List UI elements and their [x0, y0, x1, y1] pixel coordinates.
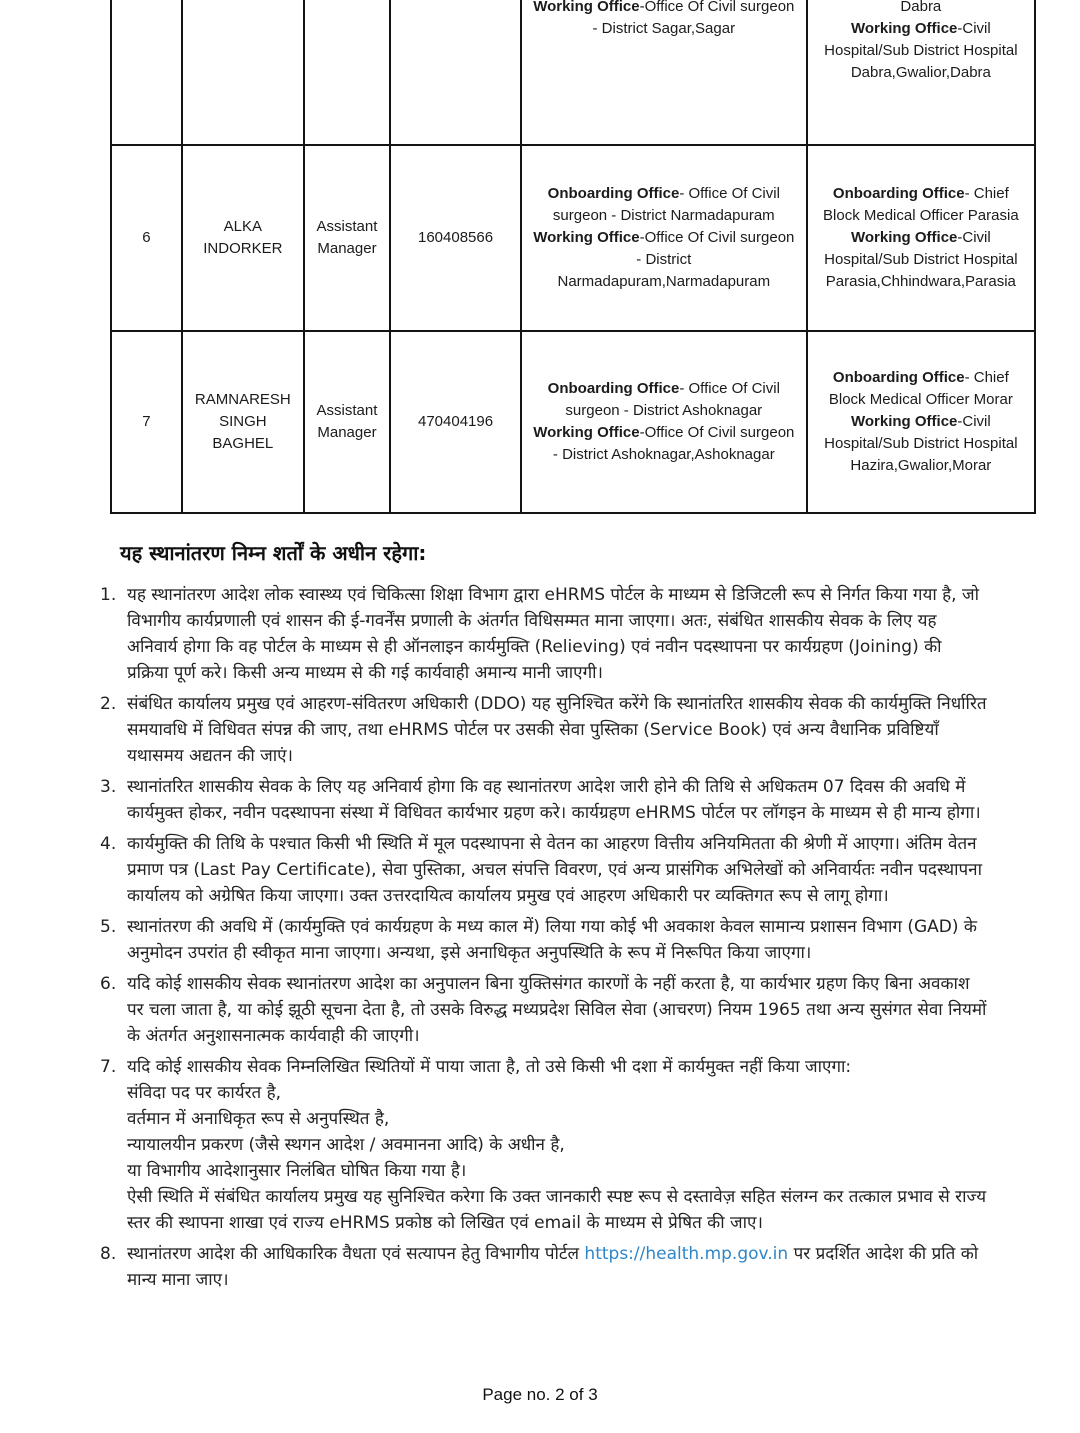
table-row-partial	[111, 0, 1035, 145]
table-row	[111, 145, 1035, 331]
condition-item	[100, 582, 988, 686]
designation-cell: Assistant Manager	[304, 331, 390, 513]
name-cell	[182, 0, 304, 145]
item-number: 5.	[100, 917, 117, 937]
serial-cell: 6	[111, 145, 182, 331]
to-office-cell	[807, 331, 1035, 513]
onboarding-office-text: Onboarding Office- Chief Block Medical Officer Parasia	[823, 185, 1019, 224]
item-text: स्थानांतरण की अवधि में (कार्यमुक्ति एवं कार्यग्रहण के मध्य काल में) लिया गया कोई भी अवकाश केवल सामान्य प्रशासन विभाग (GAD) के अनुमोदन उपरांत ही स्वीकृत माना जाएगा। अन्यथा, इसे अनाधिकृत अनुपस्थिति के रूप में निरूपित किया जाएगा।	[127, 917, 977, 963]
onboarding-office-text: Onboarding Office- Chief Block Medical Officer Morar	[828, 369, 1013, 408]
designation-cell	[304, 0, 390, 145]
page-number: Page no. 2 of 3	[482, 1385, 598, 1404]
employee-code-cell: 470404196	[390, 331, 521, 513]
item-pre-text: स्थानांतरण आदेश की आधिकारिक वैधता एवं सत्यापन हेतु विभागीय पोर्टल	[127, 1244, 585, 1264]
item-number: 6.	[100, 974, 117, 994]
transfer-table-container	[110, 0, 1036, 514]
item-number: 1.	[100, 585, 117, 605]
conditions-heading: यह स्थानांतरण निम्न शर्तों के अधीन रहेगा:	[120, 541, 427, 565]
item-intro: यदि कोई शासकीय सेवक निम्नलिखित स्थितियों में पाया जाता है, तो उसे किसी भी दशा में कार्यमुक्त नहीं किया जाएगा:	[127, 1057, 852, 1077]
onboarding-office-tail: Dabra	[900, 0, 942, 15]
item-number: 8.	[100, 1244, 117, 1264]
item-text: यदि कोई शासकीय सेवक स्थानांतरण आदेश का अनुपालन बिना युक्तिसंगत कारणों के नहीं करता है, या कार्यभार ग्रहण किए बिना अवकाश पर चला जाता है, या कोई झूठी सूचना देता है, तो उसके विरुद्ध मध्यप्रदेश सिविल सेवा (आचरण) नियम 1965 तथा अन्य सुसंगत सेवा नियमों के अंतर्गत अनुशासनात्मक कार्यवाही की जाएगी।	[127, 974, 987, 1046]
condition-item	[100, 691, 988, 769]
condition-item	[100, 774, 988, 826]
condition-item	[100, 1241, 988, 1293]
item-text: कार्यमुक्ति की तिथि के पश्चात किसी भी स्थिति में मूल पदस्थापना से वेतन का आहरण वित्तीय अनियमितता की श्रेणी में आएगा। अंतिम वेतन प्रमाण पत्र (Last Pay Certificate), सेवा पुस्तिका, अचल संपत्ति विवरण, एवं अन्य प्रासंगिक अभिलेखों को अनिवार्यतः नवीन पदस्थापना कार्यालय को अग्रेषित किया जाएगा। उक्त उत्तरदायित्व कार्यालय प्रमुख एवं आहरण अधिकारी पर व्यक्तिगत रूप से लागू होगा।	[127, 834, 982, 906]
item-text: स्थानांतरित शासकीय सेवक के लिए यह अनिवार्य होगा कि वह स्थानांतरण आदेश जारी होने की तिथि से अधिकतम 07 दिवस की अवधि में कार्यमुक्त होकर, नवीन पदस्थापना संस्था में विधिवत कार्यभार ग्रहण करे। कार्यग्रहण eHRMS पोर्टल पर लॉगइन के माध्यम से ही मान्य होगा।	[127, 777, 981, 823]
working-office-text: Working Office-Office Of Civil surgeon - District Ashoknagar,Ashoknagar	[533, 424, 795, 463]
from-office-cell	[521, 0, 807, 145]
item-number: 4.	[100, 834, 117, 854]
to-office-cell	[807, 145, 1035, 331]
working-office-text: Working Office-Civil Hospital/Sub District Hospital Hazira,Gwalior,Morar	[824, 413, 1018, 474]
working-office-text: Working Office-Office Of Civil surgeon - District Sagar,Sagar	[533, 0, 795, 37]
from-office-cell	[521, 145, 807, 331]
item-text	[127, 1054, 988, 1236]
working-office-text: Working Office-Civil Hospital/Sub District Hospital Parasia,Chhindwara,Parasia	[824, 229, 1018, 290]
name-cell: RAMNARESH SINGH BAGHEL	[182, 331, 304, 513]
item-text: संबंधित कार्यालय प्रमुख एवं आहरण-संवितरण अधिकारी (DDO) यह सुनिश्चित करेंगे कि स्थानांतरित शासकीय सेवक की कार्यमुक्ति निर्धारित समयावधि में विधिवत संपन्न की जाए, तथा eHRMS पोर्टल पर उसकी सेवा पुस्तिका (Service Book) एवं अन्य वैधानिक प्रविष्टियाँ यथासमय अद्यतन की जाएं।	[127, 694, 987, 766]
sub-condition: वर्तमान में अनाधिकृत रूप से अनुपस्थित है,	[127, 1109, 390, 1129]
to-office-cell	[807, 0, 1035, 145]
working-office-text: Working Office-Civil Hospital/Sub District Hospital Dabra,Gwalior,Dabra	[824, 20, 1018, 81]
condition-item	[100, 831, 988, 909]
condition-item	[100, 971, 988, 1049]
onboarding-office-text: Onboarding Office- Office Of Civil surgeon - District Ashoknagar	[547, 380, 780, 419]
transfer-table	[110, 0, 1036, 514]
table-row	[111, 331, 1035, 513]
designation-cell: Assistant Manager	[304, 145, 390, 331]
sub-condition: संविदा पद पर कार्यरत है,	[127, 1083, 282, 1103]
sub-condition: या विभागीय आदेशानुसार निलंबित घोषित किया गया है।	[127, 1161, 467, 1181]
item-post-text: पर प्रदर्शित आदेश की प्रति को मान्य माना जाए।	[127, 1244, 979, 1290]
condition-item	[100, 914, 988, 966]
serial-cell: 7	[111, 331, 182, 513]
serial-cell	[111, 0, 182, 145]
name-cell: ALKA INDORKER	[182, 145, 304, 331]
employee-code-cell	[390, 0, 521, 145]
item-number: 7.	[100, 1057, 117, 1077]
working-office-text: Working Office-Office Of Civil surgeon - District Narmadapuram,Narmadapuram	[533, 229, 795, 290]
sub-condition: न्यायालयीन प्रकरण (जैसे स्थगन आदेश / अवमानना आदि) के अधीन है,	[127, 1135, 565, 1155]
item-text	[127, 1241, 988, 1293]
sub-condition-note: ऐसी स्थिति में संबंधित कार्यालय प्रमुख यह सुनिश्चित करेगा कि उक्त जानकारी स्पष्ट रूप से दस्तावेज़ सहित संलग्न कर तत्काल प्रभाव से राज्य स्तर की स्थापना शाखा एवं राज्य eHRMS प्रकोष्ठ को लिखित एवं email के माध्यम से प्रेषित की जाए।	[127, 1187, 987, 1233]
from-office-cell	[521, 331, 807, 513]
item-number: 3.	[100, 777, 117, 797]
item-number: 2.	[100, 694, 117, 714]
health-portal-link[interactable]: https://health.mp.gov.in	[584, 1244, 789, 1264]
employee-code-cell: 160408566	[390, 145, 521, 331]
conditions-section	[100, 540, 988, 1293]
condition-item	[100, 1054, 988, 1236]
onboarding-office-text: Onboarding Office- Office Of Civil surgeon - District Narmadapuram	[547, 185, 780, 224]
item-text: यह स्थानांतरण आदेश लोक स्वास्थ्य एवं चिकित्सा शिक्षा विभाग द्वारा eHRMS पोर्टल के माध्यम से डिजिटली रूप से निर्गत किया गया है, जो विभागीय कार्यप्रणाली एवं शासन की ई-गवर्नेंस प्रणाली के अंतर्गत विधिसम्मत माना जाएगा। अतः, संबंधित शासकीय सेवक के लिए यह अनिवार्य होगा कि वह पोर्टल के माध्यम से ही ऑनलाइन कार्यमुक्ति (Relieving) एवं नवीन पदस्थापना पर कार्यग्रहण (Joining) की प्रक्रिया पूर्ण करे। किसी अन्य माध्यम से की गई कार्यवाही अमान्य मानी जाएगी।	[127, 585, 979, 683]
